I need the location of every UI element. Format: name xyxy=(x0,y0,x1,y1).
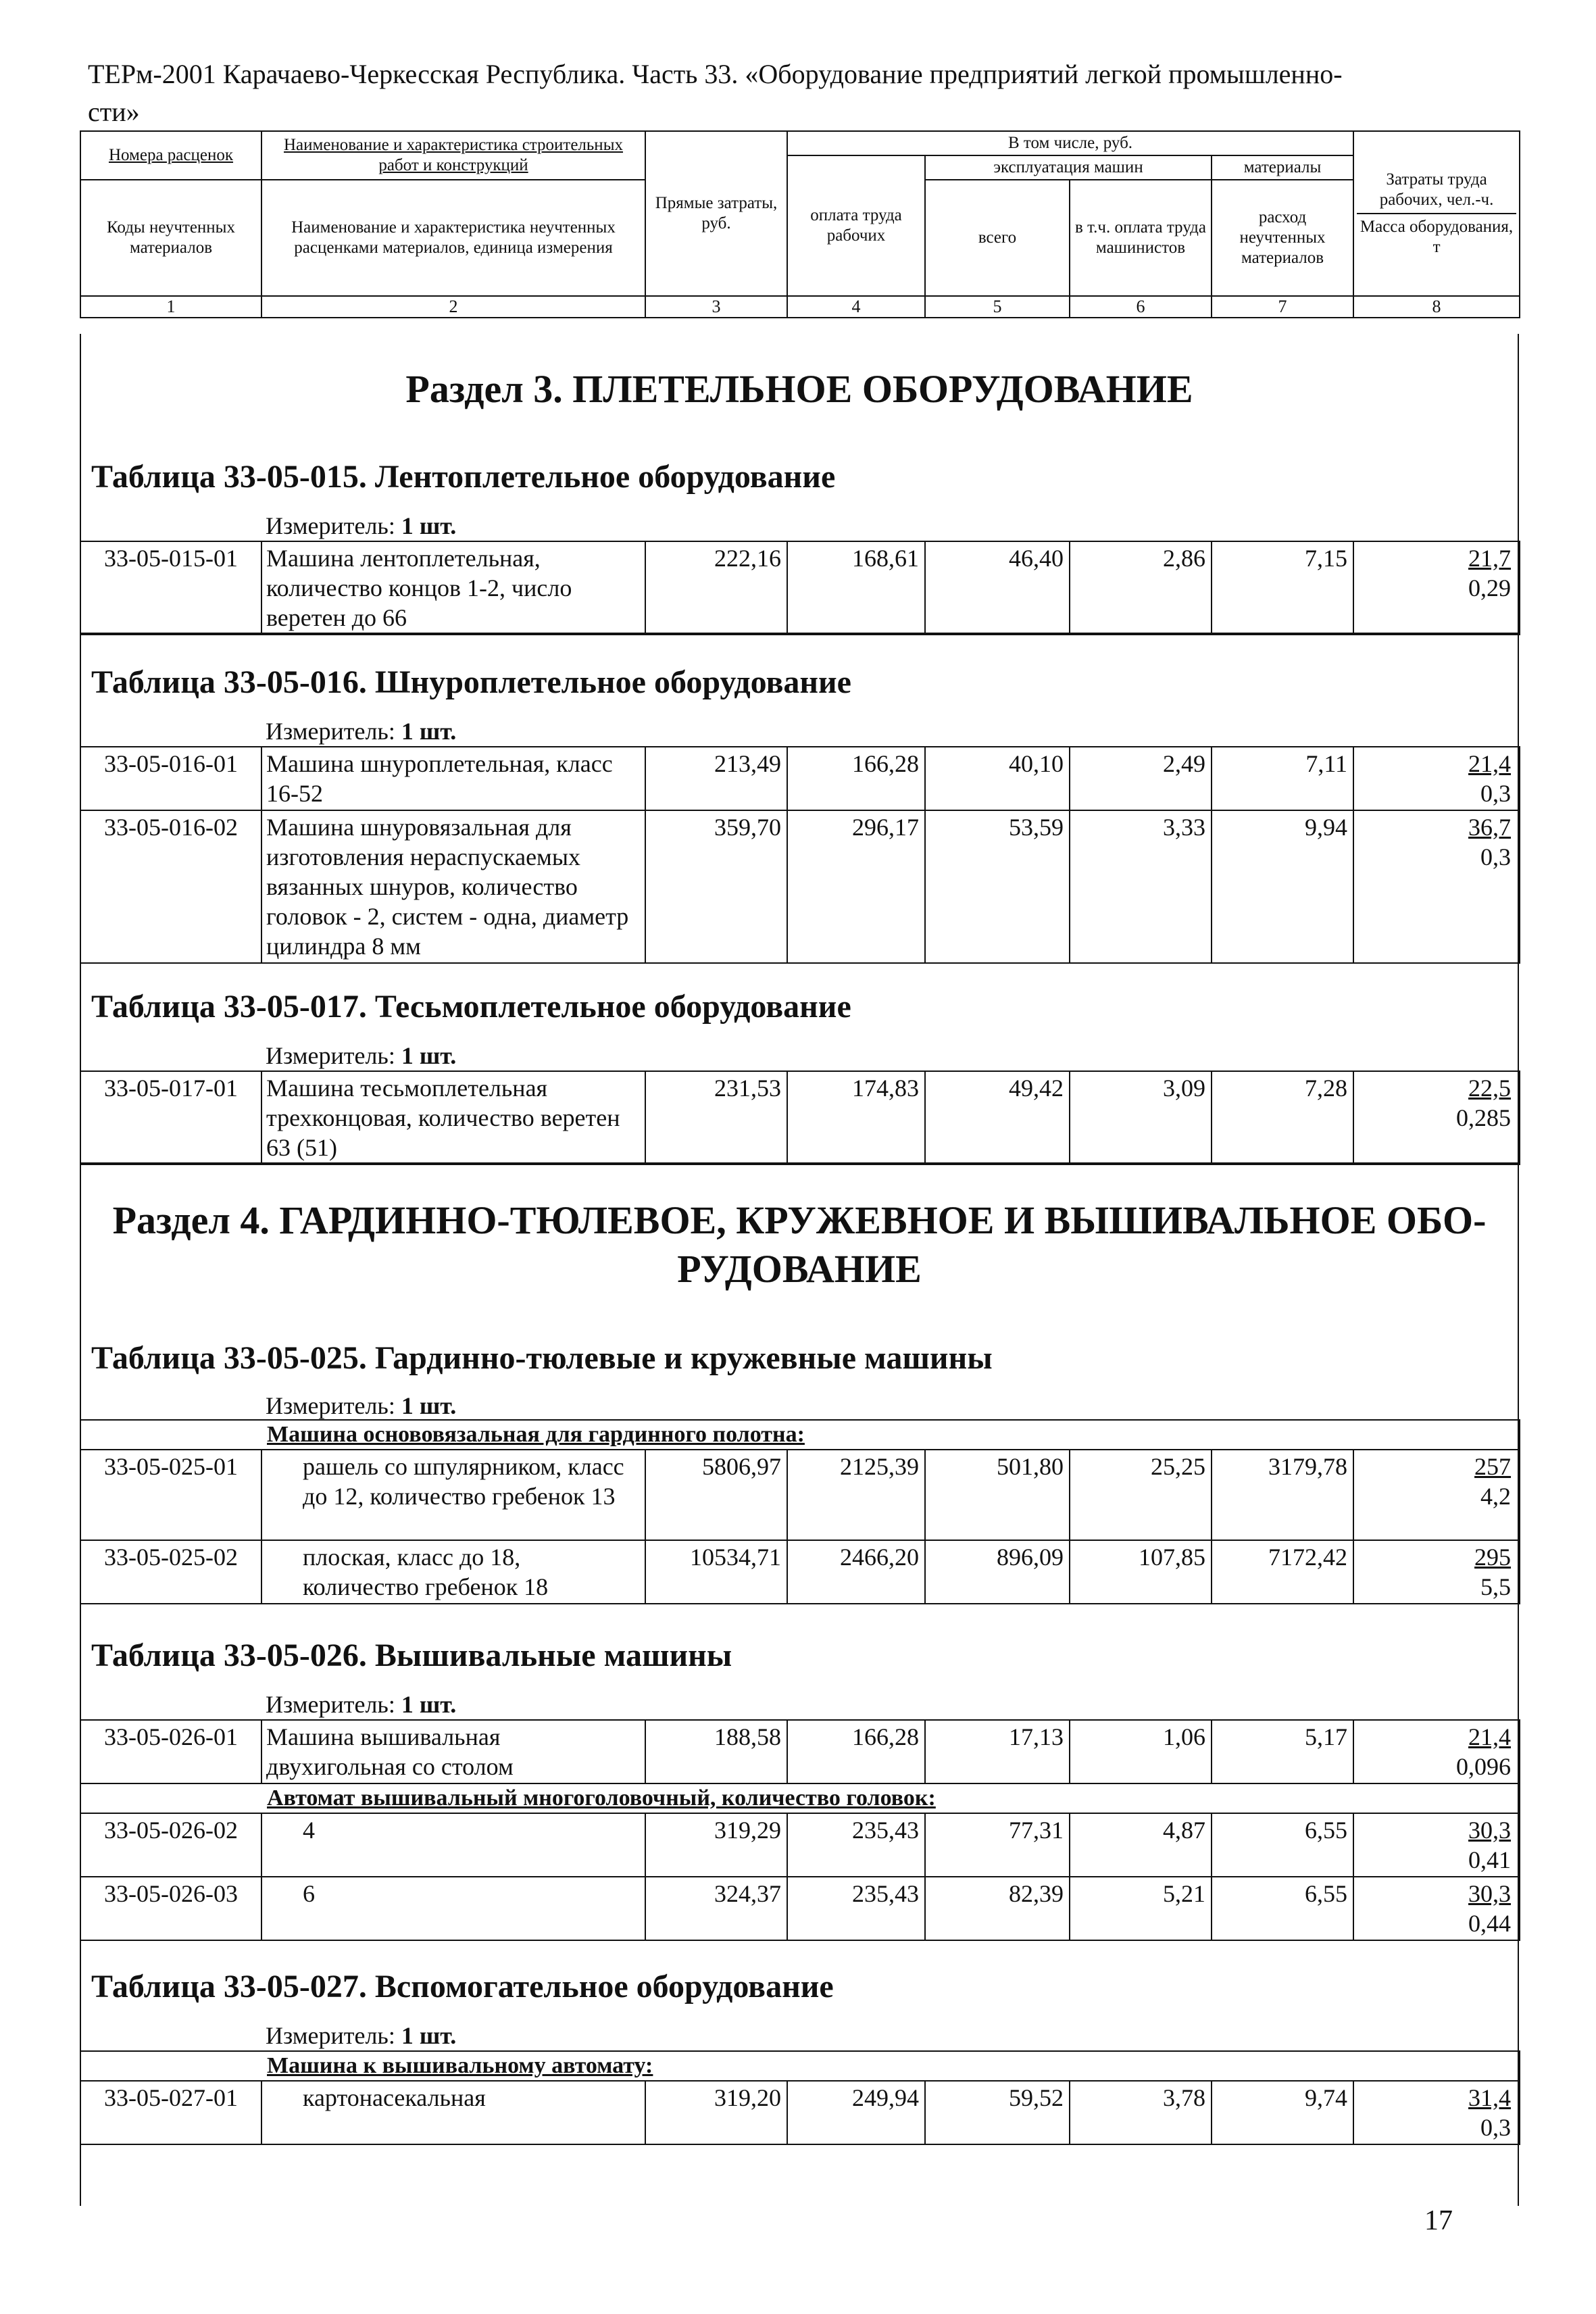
header-number-5: 5 xyxy=(925,296,1070,318)
table-row xyxy=(80,1877,1520,1940)
row-pay: 166,28 xyxy=(787,1720,925,1783)
row-direct: 213,49 xyxy=(645,747,787,810)
group-row xyxy=(80,1783,1520,1813)
row-pay: 235,43 xyxy=(787,1813,925,1877)
row-code: 33-05-027-01 xyxy=(80,2081,261,2144)
table-row xyxy=(80,1720,1520,1783)
header-machinist-pay: в т.ч. оплата труда машинистов xyxy=(1070,180,1212,296)
table-row xyxy=(80,2081,1520,2144)
row-labor-mass xyxy=(1353,810,1520,963)
row-labor-mass xyxy=(1353,747,1520,810)
header-number-1: 1 xyxy=(80,296,261,318)
row-mass: 0,285 xyxy=(1456,1104,1511,1131)
row-direct: 324,37 xyxy=(645,1877,787,1940)
row-pay: 249,94 xyxy=(787,2081,925,2144)
row-name: Машина вышивальная двухигольная со столом xyxy=(261,1720,645,1783)
header-direct-costs: Прямые затраты, руб. xyxy=(645,131,787,296)
header-number-2: 2 xyxy=(261,296,645,318)
row-machines: 17,13 xyxy=(925,1720,1070,1783)
header-worker-pay: оплата труда рабочих xyxy=(787,155,925,296)
row-direct: 359,70 xyxy=(645,810,787,963)
row-mass: 4,2 xyxy=(1480,1483,1512,1510)
row-code: 33-05-026-01 xyxy=(80,1720,261,1783)
row-materials: 6,55 xyxy=(1212,1877,1353,1940)
row-machines: 53,59 xyxy=(925,810,1070,963)
row-labor: 30,3 xyxy=(1468,1817,1511,1844)
row-name: Машина шнуровязальная для изготовления нераспускаемых вязанных шнуров, количество головок - 2, систем - одна, диаметр цилиндра 8 мм xyxy=(261,810,645,963)
section-3-title: Раздел 3. ПЛЕТЕЛЬНОЕ ОБОРУДОВАНИЕ xyxy=(405,367,1193,411)
row-machines: 49,42 xyxy=(925,1071,1070,1164)
row-materials: 3179,78 xyxy=(1212,1450,1353,1540)
row-materials: 6,55 xyxy=(1212,1813,1353,1877)
row-code: 33-05-015-01 xyxy=(80,541,261,635)
row-name: рашель со шпулярником, класс до 12, количество гребенок 13 xyxy=(261,1450,645,1540)
table-025-title: Таблица 33-05-025. Гардинно-тюлевые и кружевные машины xyxy=(91,1340,993,1376)
row-name: Машина шнуроплетельная, класс 16-52 xyxy=(261,747,645,810)
row-machines: 501,80 xyxy=(925,1450,1070,1540)
row-pay: 235,43 xyxy=(787,1877,925,1940)
table-026-title: Таблица 33-05-026. Вышивальные машины xyxy=(91,1638,732,1673)
table-016-title: Таблица 33-05-016. Шнуроплетельное оборудование xyxy=(91,664,851,700)
group-label: Машина основовязальная для гардинного полотна: xyxy=(80,1420,1520,1450)
group-row xyxy=(80,1420,1520,1450)
row-labor: 257 xyxy=(1474,1453,1512,1480)
header-labor-divider xyxy=(1357,213,1516,214)
table-row xyxy=(80,747,1520,810)
table-016 xyxy=(80,746,1520,964)
table-017-meter: Измеритель: 1 шт. xyxy=(266,1042,457,1069)
table-027-meter: Измеритель: 1 шт. xyxy=(266,2022,457,2049)
row-pay: 2125,39 xyxy=(787,1450,925,1540)
header-col1-bottom: Коды неучтенных материалов xyxy=(80,180,261,296)
section-4-title-line1: Раздел 4. ГАРДИННО-ТЮЛЕВОЕ, КРУЖЕВНОЕ И ВЫШИВАЛЬНОЕ ОБО- xyxy=(112,1198,1487,1242)
table-015-title: Таблица 33-05-015. Лентоплетельное оборудование xyxy=(91,459,836,495)
table-row xyxy=(80,1071,1520,1164)
row-name: 6 xyxy=(261,1877,645,1940)
table-025 xyxy=(80,1419,1520,1604)
separator xyxy=(80,1162,1519,1164)
running-head xyxy=(88,55,1514,131)
row-labor: 22,5 xyxy=(1468,1075,1511,1102)
row-labor: 30,3 xyxy=(1468,1880,1511,1907)
row-code: 33-05-017-01 xyxy=(80,1071,261,1164)
row-machines: 59,52 xyxy=(925,2081,1070,2144)
row-direct: 319,20 xyxy=(645,2081,787,2144)
row-materials: 7172,42 xyxy=(1212,1540,1353,1604)
row-code: 33-05-016-02 xyxy=(80,810,261,963)
row-mass: 0,41 xyxy=(1468,1846,1511,1873)
header-number-4: 4 xyxy=(787,296,925,318)
row-mass: 0,44 xyxy=(1468,1910,1511,1937)
row-name: картонасекальная xyxy=(261,2081,645,2144)
table-015 xyxy=(80,541,1520,635)
row-pay: 296,17 xyxy=(787,810,925,963)
row-labor-mass xyxy=(1353,1071,1520,1164)
row-code: 33-05-026-02 xyxy=(80,1813,261,1877)
header-mass: Масса оборудования, т xyxy=(1360,218,1514,256)
row-machines: 46,40 xyxy=(925,541,1070,635)
row-direct: 5806,97 xyxy=(645,1450,787,1540)
row-materials: 7,15 xyxy=(1212,541,1353,635)
table-row xyxy=(80,541,1520,635)
table-row xyxy=(80,1450,1520,1540)
header-materials: материалы xyxy=(1212,155,1353,180)
table-027 xyxy=(80,2050,1520,2145)
header-number-8: 8 xyxy=(1353,296,1520,318)
row-materials: 5,17 xyxy=(1212,1720,1353,1783)
table-017 xyxy=(80,1070,1520,1165)
table-025-meter: Измеритель: 1 шт. xyxy=(266,1392,457,1419)
table-row xyxy=(80,1540,1520,1604)
row-machinist-pay: 3,33 xyxy=(1070,810,1212,963)
header-including: В том числе, руб. xyxy=(787,131,1353,155)
running-head-line1: ТЕРм-2001 Карачаево-Черкесская Республика. Часть 33. «Оборудование предприятий легкой промышленно- xyxy=(88,59,1343,89)
column-header-table xyxy=(80,130,1520,318)
separator xyxy=(80,633,1519,634)
row-machinist-pay: 107,85 xyxy=(1070,1540,1212,1604)
row-pay: 166,28 xyxy=(787,747,925,810)
row-machines: 77,31 xyxy=(925,1813,1070,1877)
header-number-6: 6 xyxy=(1070,296,1212,318)
row-labor-mass xyxy=(1353,2081,1520,2144)
row-machinist-pay: 2,49 xyxy=(1070,747,1212,810)
row-mass: 0,29 xyxy=(1468,574,1511,601)
row-mass: 0,3 xyxy=(1480,780,1511,807)
row-machinist-pay: 3,09 xyxy=(1070,1071,1212,1164)
row-labor-mass xyxy=(1353,1450,1520,1540)
row-name: плоская, класс до 18, количество гребенок 18 xyxy=(261,1540,645,1604)
row-materials: 9,94 xyxy=(1212,810,1353,963)
row-machinist-pay: 1,06 xyxy=(1070,1720,1212,1783)
table-027-title: Таблица 33-05-027. Вспомогательное оборудование xyxy=(91,1969,834,2004)
table-017-title: Таблица 33-05-017. Тесьмоплетельное оборудование xyxy=(91,989,851,1025)
row-code: 33-05-016-01 xyxy=(80,747,261,810)
row-labor: 21,4 xyxy=(1468,750,1511,777)
table-015-meter: Измеритель: 1 шт. xyxy=(266,512,457,539)
row-name: Машина лентоплетельная, количество концов 1-2, число веретен до 66 xyxy=(261,541,645,635)
row-mass: 0,3 xyxy=(1480,843,1511,870)
header-material-usage: расход неучтенных материалов xyxy=(1212,180,1353,296)
row-name: Машина тесьмоплетельная трехконцовая, количество веретен 63 (51) xyxy=(261,1071,645,1164)
row-pay: 174,83 xyxy=(787,1071,925,1164)
header-machines-total: всего xyxy=(925,180,1070,296)
header-col2-top: Наименование и характеристика строительных работ и конструкций xyxy=(261,131,645,180)
row-code: 33-05-026-03 xyxy=(80,1877,261,1940)
table-016-meter: Измеритель: 1 шт. xyxy=(266,718,457,745)
group-row xyxy=(80,2051,1520,2081)
running-head-line2: сти» xyxy=(88,97,140,127)
row-machines: 40,10 xyxy=(925,747,1070,810)
row-labor-mass xyxy=(1353,1813,1520,1877)
row-direct: 188,58 xyxy=(645,1720,787,1783)
header-machines: эксплуатация машин xyxy=(925,155,1212,180)
row-code: 33-05-025-01 xyxy=(80,1450,261,1540)
row-machines: 82,39 xyxy=(925,1877,1070,1940)
row-labor-mass xyxy=(1353,1877,1520,1940)
row-labor: 36,7 xyxy=(1468,814,1511,841)
row-labor: 21,7 xyxy=(1468,545,1511,572)
row-code: 33-05-025-02 xyxy=(80,1540,261,1604)
table-row xyxy=(80,1813,1520,1877)
row-machinist-pay: 4,87 xyxy=(1070,1813,1212,1877)
row-mass: 5,5 xyxy=(1480,1573,1512,1600)
row-machinist-pay: 25,25 xyxy=(1070,1450,1212,1540)
table-026-meter: Измеритель: 1 шт. xyxy=(266,1691,457,1718)
row-direct: 222,16 xyxy=(645,541,787,635)
header-labor: Затраты труда рабочих, чел.-ч. xyxy=(1379,170,1494,209)
row-labor-mass xyxy=(1353,541,1520,635)
header-col1-top: Номера расценок xyxy=(80,131,261,180)
row-direct: 319,29 xyxy=(645,1813,787,1877)
row-machinist-pay: 3,78 xyxy=(1070,2081,1212,2144)
section-4-title xyxy=(80,1196,1519,1294)
group-label: Машина к вышивальному автомату: xyxy=(80,2051,1520,2081)
row-name: 4 xyxy=(261,1813,645,1877)
table-row xyxy=(80,810,1520,963)
row-pay: 2466,20 xyxy=(787,1540,925,1604)
row-direct: 231,53 xyxy=(645,1071,787,1164)
row-labor-mass xyxy=(1353,1720,1520,1783)
header-number-3: 3 xyxy=(645,296,787,318)
section-4-title-line2: РУДОВАНИЕ xyxy=(677,1247,922,1291)
header-labor-mass xyxy=(1353,131,1520,296)
row-labor: 295 xyxy=(1474,1544,1512,1571)
row-direct: 10534,71 xyxy=(645,1540,787,1604)
header-col2-bottom: Наименование и характеристика неучтенных расценками материалов, единица измерения xyxy=(261,180,645,296)
row-labor: 31,4 xyxy=(1468,2084,1512,2111)
row-machines: 896,09 xyxy=(925,1540,1070,1604)
row-labor-mass xyxy=(1353,1540,1520,1604)
row-mass: 0,3 xyxy=(1480,2114,1512,2141)
header-number-7: 7 xyxy=(1212,296,1353,318)
row-labor: 21,4 xyxy=(1468,1723,1511,1750)
page-number: 17 xyxy=(1424,2205,1453,2236)
group-label: Автомат вышивальный многоголовочный, количество головок: xyxy=(80,1783,1520,1813)
row-materials: 7,11 xyxy=(1212,747,1353,810)
row-pay: 168,61 xyxy=(787,541,925,635)
row-mass: 0,096 xyxy=(1456,1753,1511,1780)
row-materials: 9,74 xyxy=(1212,2081,1353,2144)
row-machinist-pay: 2,86 xyxy=(1070,541,1212,635)
table-026 xyxy=(80,1719,1520,1941)
row-materials: 7,28 xyxy=(1212,1071,1353,1164)
row-machinist-pay: 5,21 xyxy=(1070,1877,1212,1940)
